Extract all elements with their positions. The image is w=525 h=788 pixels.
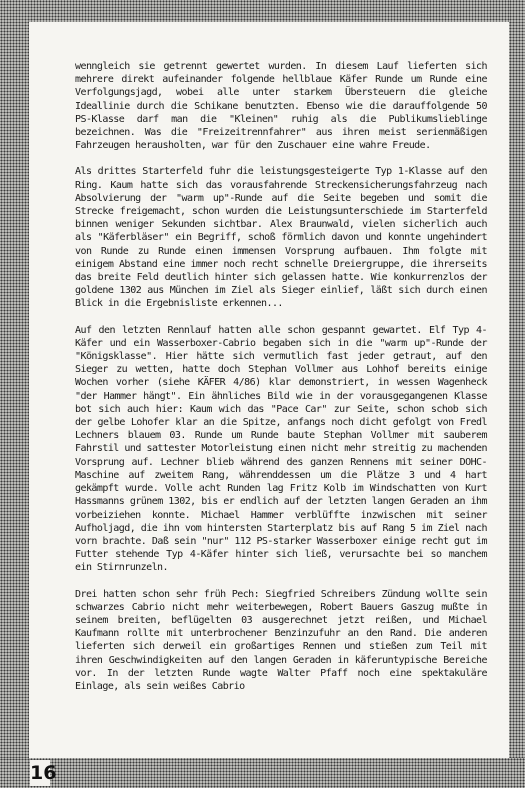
halftone-border-bottom (0, 758, 525, 788)
halftone-border-right (509, 0, 525, 788)
article-body (75, 60, 487, 706)
halftone-border-top (0, 0, 525, 22)
halftone-border-left (0, 0, 29, 788)
paragraph-4: Drei hatten schon sehr früh Pech: Siegfried Schreibers Zündung wollte sein schwarzes Cabrio nicht mehr weiterbewegen, Robert Bauers Gaszug mußte in seinem breiten, beflügelten 03 ausgerechnet jetzt reißen, und Michael Kaufmann rollte mit unterbrochener Benzinzufuhr an den Rand. Die anderen lieferten sich derweil ein großartiges Rennen und stießen zum Teil mit ihren Geschwindigkeiten auf den langen Geraden in käferuntypische Bereiche vor. In der letzten Runde wagte Walter Pfaff noch eine spektakuläre Einlage, als sein weißes Cabrio (75, 588, 487, 692)
paragraph-3: Auf den letzten Rennlauf hatten alle schon gespannt gewartet. Elf Typ 4-Käfer und ein Wasserboxer-Cabrio begaben sich in die "warm up"-Runde der "Königsklasse". Hier hätte sich vermutlich fast jeder getraut, auf den Sieger zu wetten, hatte doch Stephan Vollmer aus Lohhof bereits einige Wochen vorher (siehe KÄFER 4/86) klar demonstriert, in wessen Wagenheck "der Hammer hängt". Ein ähnliches Bild wie in der vorausgegangenen Klasse bot sich auch hier: Kaum wich das "Pace Car" zur Seite, schon schob sich der gelbe Lohofer klar an die Spitze, anfangs noch dicht gefolgt von Fredl Lechners blauem 03. Runde um Runde baute Stephan Vollmer mit sauberem Fahrstil und sattester Motorleistung einen nicht mehr streitig zu machenden Vorsprung auf. Lechner blieb während des ganzen Rennens mit seiner DOHC-Maschine auf zweitem Rang, währenddessen um die Plätze 3 und 4 hart gekämpft wurde. Volle acht Runden lag Fritz Kolb im Windschatten von Kurt Hassmanns grünem 1302, bis er endlich auf der letzten langen Geraden an ihm vorbeiziehen konnte. Michael Hammer verblüffte inzwischen mit seiner Aufholjagd, die ihn vom hintersten Starterplatz bis auf Rang 5 im Ziel nach vorn brachte. Daß sein "nur" 112 PS-starker Wasserboxer einige recht gut im Futter stehende Typ 4-Käfer hinter sich ließ, verursachte bei so manchem ein Stirnrunzeln. (75, 324, 487, 574)
paragraph-1: wenngleich sie getrennt gewertet wurden. In diesem Lauf lieferten sich mehrere direkt aufeinander folgende hellblaue Käfer Runde um Runde eine Verfolgungsjagd, wobei alle unter starkem Übersteuern die gleiche Ideallinie durch die Schikane benutzten. Ebenso wie die darauffolgende 50 PS-Klasse darf man die "Kleinen" ruhig als die Publikumslieblinge bezeichnen. Was die "Freizeitrennfahrer" aus ihren meist serienmäßigen Fahrzeugen herausholten, war für den Zuschauer eine wahre Freude. (75, 61, 487, 152)
paragraph-2: Als drittes Starterfeld fuhr die leistungsgesteigerte Typ 1-Klasse auf den Ring. Kaum hatte sich das vorausfahrende Streckensicherungsfahrzeug nach Absolvierung der "warm up"-Runde auf die Seite begeben und somit die Strecke freigemacht, schon wurden die Leistungsunterschiede im Starterfeld binnen weniger Sekunden sichtbar. Alex Braunwald, vielen sicherlich auch als "Käferbläser" ein Begriff, schoß förmlich davon und konnte ungehindert von Runde zu Runde einen immensen Vorsprung aufbauen. Ihm folgte mit einigem Abstand eine immer noch recht schnelle Dreiergruppe, die ihrerseits das breite Feld deutlich hinter sich gelassen hatte. Wie konkurrenzlos der goldene 1302 aus München im Ziel als Sieger einlief, läßt sich durch einen Blick in die Ergebnisliste erkennen... (75, 166, 487, 310)
page-number: 16 (30, 762, 57, 784)
